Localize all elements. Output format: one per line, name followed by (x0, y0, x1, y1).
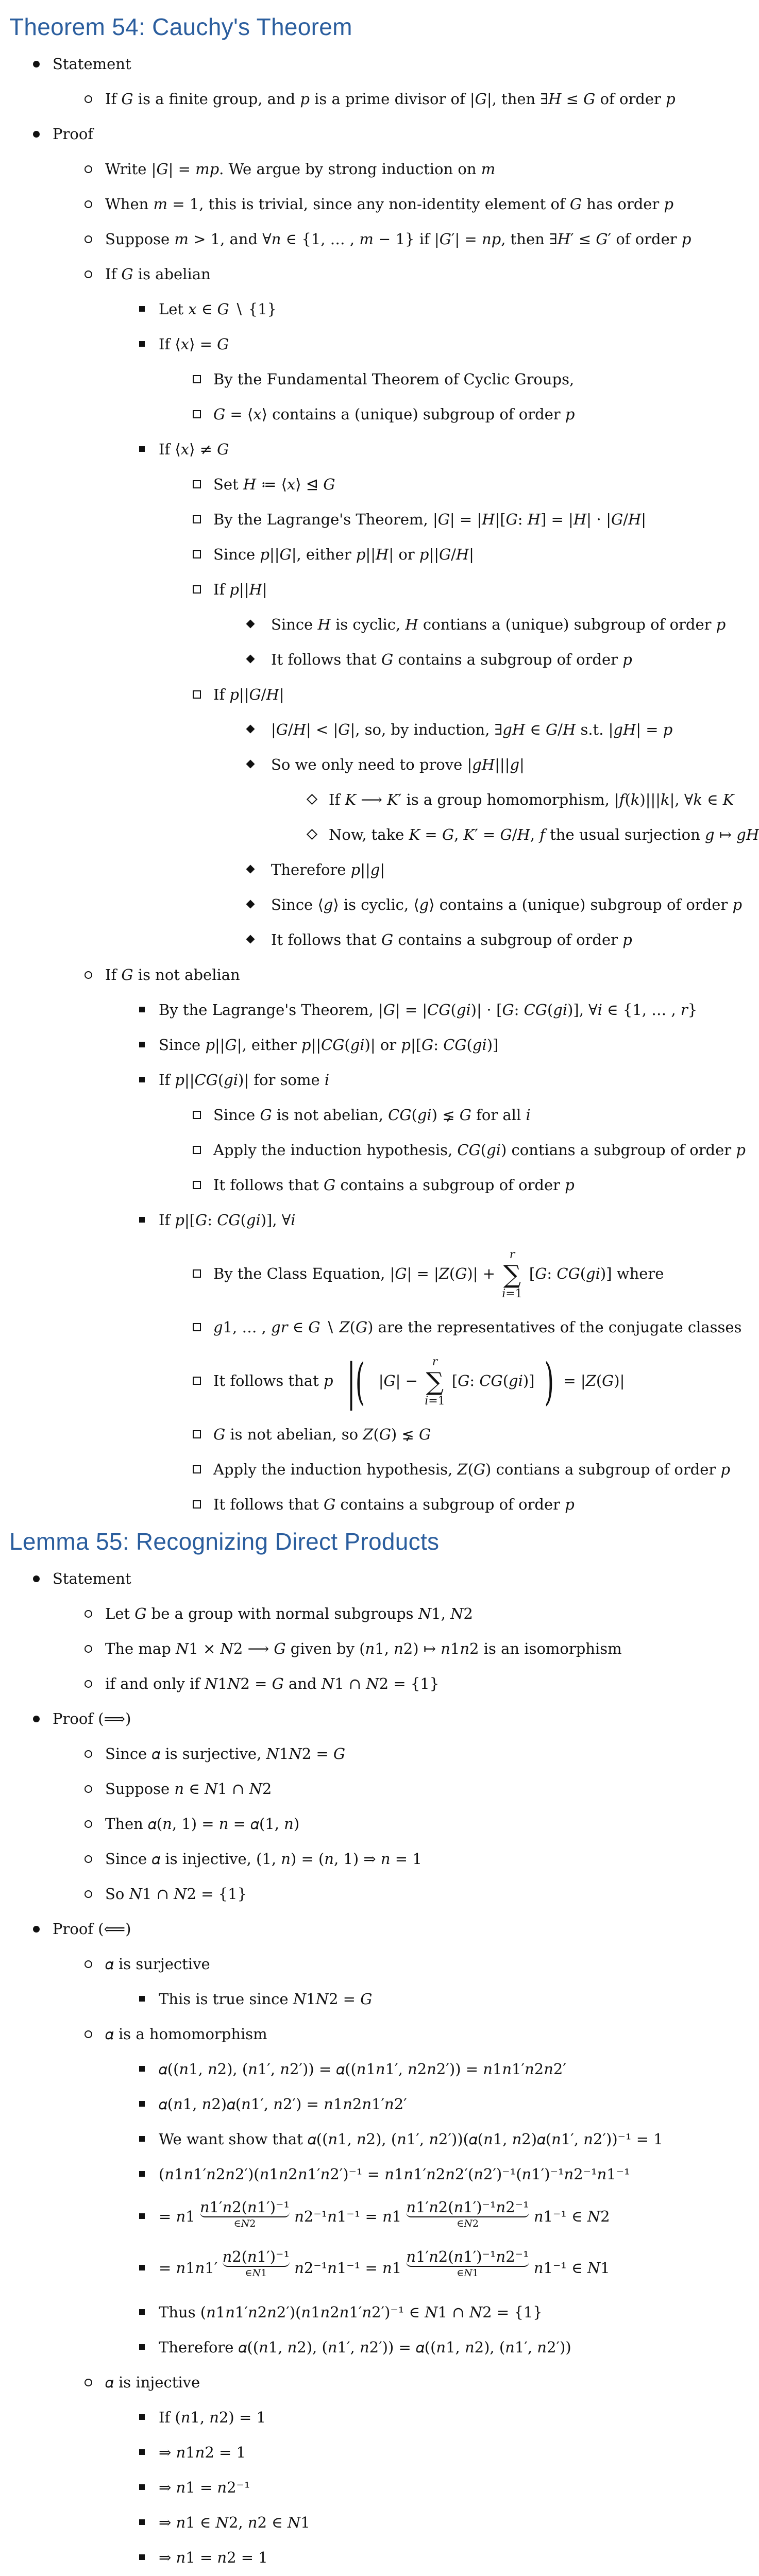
list-item: Therefore 𝛼((𝑛1, 𝑛2), (𝑛1′, 𝑛2′)) = 𝛼((𝑛1, 𝑛2), (𝑛1′, 𝑛2′)) (9, 2330, 696, 2365)
list-item: 𝐺 = ⟨𝑥⟩ contains a (unique) subgroup of order 𝑝 (9, 397, 696, 432)
bullet-icon (193, 550, 201, 558)
bullet-icon (307, 829, 317, 840)
list-item: Suppose 𝑚 > 1, and ∀𝑛 ∈ {1, … , 𝑚 − 1} if |𝐺′| = 𝑛𝑝, then ∃𝐻′ ≤ 𝐺′ of order 𝑝 (9, 222, 696, 257)
list-item: Since 𝐺 is not abelian, 𝐶𝐺(𝑔𝑖) ⪇ 𝐺 for all 𝑖 (9, 1097, 696, 1132)
list-item: ⇒ 𝑛1 = 𝑛2⁻¹ (9, 2470, 696, 2505)
bullet-icon (139, 2309, 145, 2315)
underbrace-item: = 𝑛1 𝑛1′𝑛2(𝑛1′)⁻¹ ∈𝑁2 𝑛2⁻¹𝑛1⁻¹ = 𝑛1 𝑛1′𝑛2(𝑛1′)⁻¹𝑛2⁻¹ ∈𝑁2 𝑛1⁻¹ ∈ 𝑁2 (9, 2192, 696, 2241)
list-item: Apply the induction hypothesis, 𝑍(𝐺) contians a subgroup of order 𝑝 (9, 1452, 696, 1487)
list-item: If 𝐾 ⟶ 𝐾′ is a group homomorphism, |𝑓(𝑘)|||𝑘|, ∀𝑘 ∈ 𝐾 (9, 782, 696, 817)
bullet-icon (139, 2136, 145, 2142)
list-item: 𝛼(𝑛1, 𝑛2)𝛼(𝑛1′, 𝑛2′) = 𝑛1𝑛2𝑛1′𝑛2′ (9, 2087, 696, 2122)
bullet-icon (193, 375, 201, 383)
list-item: This is true since 𝑁1𝑁2 = 𝐺 (9, 1981, 696, 2016)
list-item: If 𝐺 is abelian (9, 257, 696, 292)
underbrace-item: = 𝑛1𝑛1′ 𝑛2(𝑛1′)⁻¹ ∈𝑁1 𝑛2⁻¹𝑛1⁻¹ = 𝑛1 𝑛1′𝑛2(𝑛1′)⁻¹𝑛2⁻¹ ∈𝑁1 𝑛1⁻¹ ∈ 𝑁1 (9, 2241, 696, 2295)
bullet-icon (139, 2066, 145, 2072)
bullet-icon (193, 1181, 201, 1189)
bullet-icon (193, 585, 201, 594)
list-item: ⇒ 𝑛1𝑛2 = 1 (9, 2435, 696, 2470)
list-item: By the Lagrange's Theorem, |𝐺| = |𝐻|[𝐺: 𝐻] = |𝐻| ⋅ |𝐺/𝐻| (9, 502, 696, 537)
list-item: If ⟨𝑥⟩ ≠ 𝐺 (9, 432, 696, 467)
list-item: If 𝐺 is a finite group, and 𝑝 is a prime divisor of |𝐺|, then ∃𝐻 ≤ 𝐺 of order 𝑝 (9, 81, 696, 116)
list-item: Proof (9, 116, 696, 151)
list-item: 𝛼 is injective (9, 2365, 696, 2400)
list-item: Proof (⟹) (9, 1701, 696, 1736)
list-item: If 𝑝|[𝐺: 𝐶𝐺(𝑔𝑖)], ∀𝑖 (9, 1202, 696, 1238)
lemma-title: Lemma 55: Recognizing Direct Products (9, 1528, 440, 1555)
bullet-icon (246, 760, 255, 769)
bullet-icon (85, 1960, 92, 1968)
list-item: Since 𝑝||𝐺|, either 𝑝||𝐻| or 𝑝||𝐺/𝐻| (9, 537, 696, 572)
bullet-icon (193, 515, 201, 523)
list-item: If (𝑛1, 𝑛2) = 1 (9, 2400, 696, 2435)
list-item: When 𝑚 = 1, this is trivial, since any non-identity element of 𝐺 has order 𝑝 (9, 187, 696, 222)
list-item: Since 𝑝||𝐺|, either 𝑝||𝐶𝐺(𝑔𝑖)| or 𝑝|[𝐺: 𝐶𝐺(𝑔𝑖)] (9, 1027, 696, 1062)
list-item: Statement (9, 46, 696, 81)
list-item: 𝛼 is surjective (9, 1946, 696, 1981)
class-equation-item: By the Class Equation, |𝐺| = |𝑍(𝐺)| + 𝑟 ∑ 𝑖=1 [𝐺: 𝐶𝐺(𝑔𝑖)] where (9, 1238, 696, 1310)
bullet-icon (193, 1500, 201, 1509)
list-item: If ⟨𝑥⟩ = 𝐺 (9, 327, 696, 362)
bullet-icon (139, 446, 145, 452)
theorem-title: Theorem 54: Cauchy's Theorem (9, 13, 352, 40)
list-item: By the Fundamental Theorem of Cyclic Groups, (9, 362, 696, 397)
list-item: Now, take 𝐾 = 𝐺, 𝐾′ = 𝐺/𝐻, 𝑓 the usual surjection 𝑔 ↦ 𝑔𝐻 (9, 817, 696, 852)
list-item: Since 𝛼 is surjective, 𝑁1𝑁2 = 𝐺 (9, 1736, 696, 1771)
bullet-icon (139, 2171, 145, 2177)
list-item: If 𝑝||𝐻| (9, 572, 696, 607)
list-item: If 𝑝||𝐶𝐺(𝑔𝑖)| for some 𝑖 (9, 1062, 696, 1097)
bullet-icon (246, 725, 255, 734)
bullet-icon (139, 1077, 145, 1082)
bullet-icon (246, 900, 255, 909)
bullet-icon (85, 95, 92, 103)
list-item: Since 𝐻 is cyclic, 𝐻 contians a (unique) subgroup of order 𝑝 (9, 607, 696, 642)
follows-item: It follows that 𝑝 |( |𝐺| − 𝑟 ∑ 𝑖=1 [𝐺: 𝐶𝐺(𝑔𝑖)] ) = |𝑍(𝐺)| (9, 1345, 696, 1417)
bullet-icon (85, 1820, 92, 1828)
bullet-icon (193, 1377, 201, 1385)
bullet-icon (193, 690, 201, 699)
list-item: Then 𝛼(𝑛, 1) = 𝑛 = 𝛼(1, 𝑛) (9, 1806, 696, 1841)
list-item: Thus (𝑛1𝑛1′𝑛2𝑛2′)(𝑛1𝑛2𝑛1′𝑛2′)⁻¹ ∈ 𝑁1 ∩ 𝑁2 = {1} (9, 2295, 696, 2330)
list-item: It follows that 𝐺 contains a subgroup of order 𝑝 (9, 642, 696, 677)
bullet-icon (85, 1890, 92, 1898)
bullet-icon (33, 131, 40, 138)
bullet-icon (139, 1042, 145, 1047)
list-item: ⇒ 𝑛1 = 𝑛2 = 1 (9, 2540, 696, 2575)
list-item: Let 𝑥 ∈ 𝐺 ∖ {1} (9, 292, 696, 327)
bullet-icon (193, 1465, 201, 1473)
bullet-icon (33, 1926, 40, 1933)
bullet-icon (139, 2484, 145, 2490)
bullet-icon (85, 165, 92, 173)
bullet-icon (139, 341, 145, 347)
list-item: It follows that 𝐺 contains a subgroup of order 𝑝 (9, 1167, 696, 1202)
bullet-icon (246, 655, 255, 664)
bullet-icon (85, 1680, 92, 1688)
bullet-icon (193, 480, 201, 488)
bullet-icon (139, 1007, 145, 1012)
bullet-icon (193, 1323, 201, 1331)
bullet-icon (139, 2449, 145, 2455)
list-item: If 𝐺 is not abelian (9, 957, 696, 992)
bullet-icon (139, 2213, 145, 2219)
list-item: Apply the induction hypothesis, 𝐶𝐺(𝑔𝑖) contians a subgroup of order 𝑝 (9, 1132, 696, 1167)
list-item: 𝐺 is not abelian, so 𝑍(𝐺) ⪇ 𝐺 (9, 1417, 696, 1452)
bullet-icon (33, 61, 40, 67)
list-item: if and only if 𝑁1𝑁2 = 𝐺 and 𝑁1 ∩ 𝑁2 = {1} (9, 1666, 696, 1701)
bullet-icon (193, 1146, 201, 1154)
list-item: Proof (⟸) (9, 1911, 696, 1946)
list-item: (𝑛1𝑛1′𝑛2𝑛2′)(𝑛1𝑛2𝑛1′𝑛2′)⁻¹ = 𝑛1𝑛1′𝑛2𝑛2′(𝑛2′)⁻¹(𝑛1′)⁻¹𝑛2⁻¹𝑛1⁻¹ (9, 2157, 696, 2192)
bullet-icon (139, 2101, 145, 2107)
list-item: |𝐺/𝐻| < |𝐺|, so, by induction, ∃𝑔𝐻 ∈ 𝐺/𝐻 s.t. |𝑔𝐻| = 𝑝 (9, 712, 696, 747)
bullet-icon (139, 306, 145, 312)
theorem-outline (9, 46, 759, 1522)
list-item: 𝛼 is a homomorphism (9, 2016, 696, 2052)
list-item: Since 𝛼 is injective, (1, 𝑛) = (𝑛, 1) ⇒ 𝑛 = 1 (9, 1841, 696, 1876)
lemma-outline (9, 1561, 696, 2576)
list-item: By the Lagrange's Theorem, |𝐺| = |𝐶𝐺(𝑔𝑖)| ⋅ [𝐺: 𝐶𝐺(𝑔𝑖)], ∀𝑖 ∈ {1, … , 𝑟} (9, 992, 696, 1027)
bullet-icon (139, 1996, 145, 2002)
list-item: We want show that 𝛼((𝑛1, 𝑛2), (𝑛1′, 𝑛2′))(𝛼(𝑛1, 𝑛2)𝛼(𝑛1′, 𝑛2′))⁻¹ = 1 (9, 2122, 696, 2157)
list-item: If 𝑝||𝐺/𝐻| (9, 677, 696, 712)
list-item: Write |𝐺| = 𝑚𝑝. We argue by strong induction on 𝑚 (9, 151, 696, 187)
bullet-icon (139, 2554, 145, 2560)
bullet-icon (85, 200, 92, 208)
list-item: So we only need to prove |𝑔𝐻|||𝑔| (9, 747, 696, 782)
bullet-icon (246, 620, 255, 629)
bullet-icon (307, 794, 317, 805)
list-item: So 𝑁1 ∩ 𝑁2 = {1} (9, 1876, 696, 1911)
bullet-icon (85, 1785, 92, 1793)
list-item: Statement (9, 1561, 696, 1596)
bullet-icon (139, 2414, 145, 2420)
list-item: Therefore 𝑝||𝑔| (9, 852, 696, 887)
bullet-icon (193, 1111, 201, 1119)
bullet-icon (246, 865, 255, 874)
bullet-icon (246, 935, 255, 944)
bullet-icon (85, 1855, 92, 1863)
bullet-icon (139, 1217, 145, 1223)
list-item: 𝛼((𝑛1, 𝑛2), (𝑛1′, 𝑛2′)) = 𝛼((𝑛1𝑛1′, 𝑛2𝑛2′)) = 𝑛1𝑛1′𝑛2𝑛2′ (9, 2052, 696, 2087)
bullet-icon (193, 1269, 201, 1278)
bullet-icon (193, 1430, 201, 1438)
list-item: It follows that 𝐺 contains a subgroup of order 𝑝 (9, 922, 696, 957)
bullet-icon (85, 1750, 92, 1758)
bullet-icon (85, 235, 92, 243)
list-item: Set 𝐻 ≔ ⟨𝑥⟩ ⊴ 𝐺 (9, 467, 696, 502)
list-item: Let 𝐺 be a group with normal subgroups 𝑁1, 𝑁2 (9, 1596, 696, 1631)
bullet-icon (85, 2030, 92, 2038)
bullet-icon (85, 2379, 92, 2386)
bullet-icon (139, 2265, 145, 2270)
list-item: Suppose 𝑛 ∈ 𝑁1 ∩ 𝑁2 (9, 1771, 696, 1806)
bullet-icon (33, 1575, 40, 1582)
list-item: Since ⟨𝑔⟩ is cyclic, ⟨𝑔⟩ contains a (unique) subgroup of order 𝑝 (9, 887, 696, 922)
bullet-icon (85, 1645, 92, 1653)
bullet-icon (33, 1716, 40, 1722)
bullet-icon (85, 1610, 92, 1618)
list-item: 𝑔1, … , 𝑔𝑟 ∈ 𝐺 ∖ 𝑍(𝐺) are the representatives of the conjugate classes (9, 1310, 696, 1345)
list-item: The map 𝑁1 × 𝑁2 ⟶ 𝐺 given by (𝑛1, 𝑛2) ↦ 𝑛1𝑛2 is an isomorphism (9, 1631, 696, 1666)
list-item: ⇒ 𝑛1 ∈ 𝑁2, 𝑛2 ∈ 𝑁1 (9, 2505, 696, 2540)
bullet-icon (139, 2344, 145, 2350)
bullet-icon (85, 270, 92, 278)
bullet-icon (193, 410, 201, 418)
bullet-icon (139, 2519, 145, 2525)
bullet-icon (85, 971, 92, 979)
list-item: It follows that 𝐺 contains a subgroup of order 𝑝 (9, 1487, 696, 1522)
